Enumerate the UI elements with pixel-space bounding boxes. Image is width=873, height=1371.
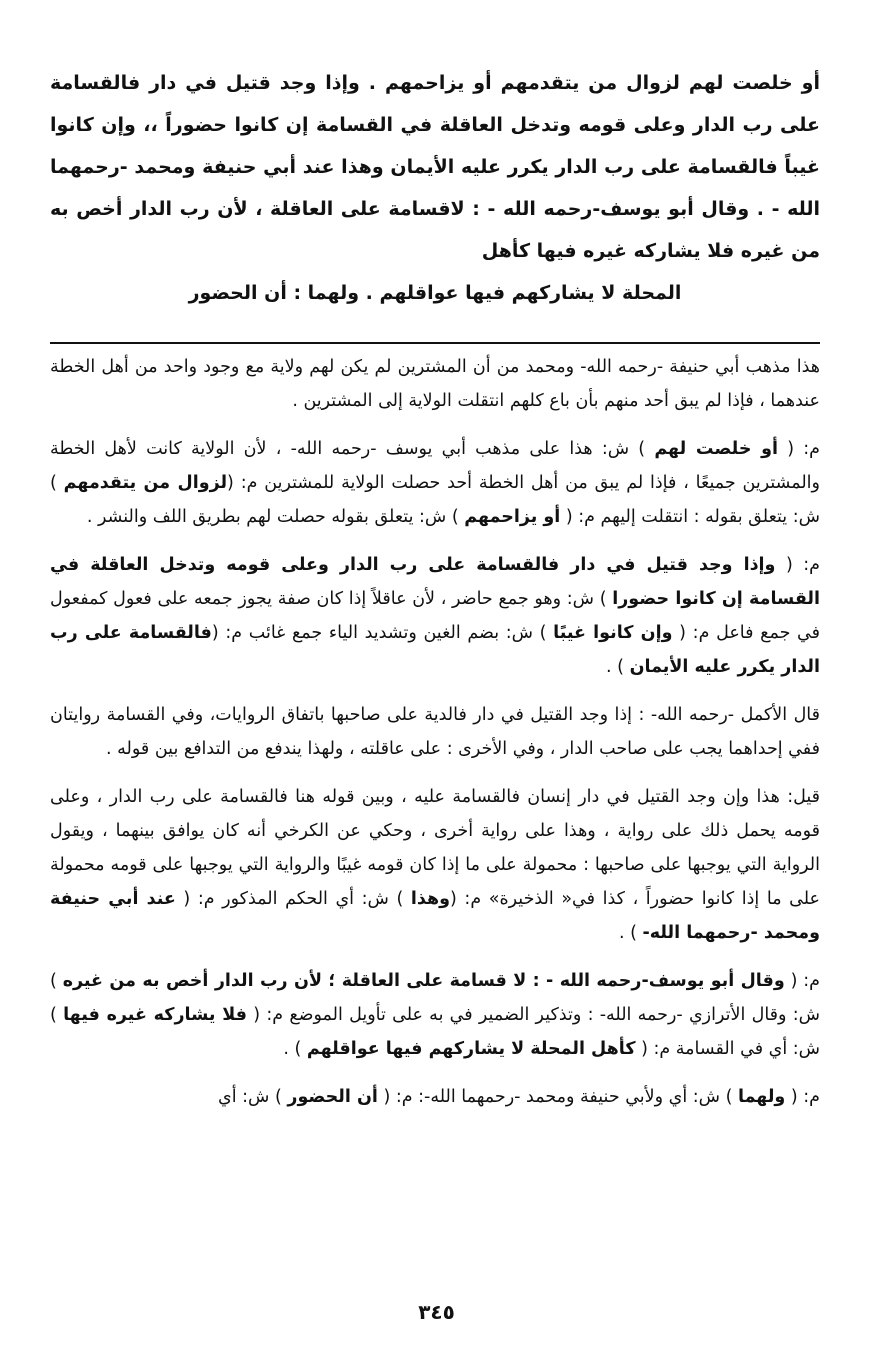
quoted-main-text: أو يزاحمهم xyxy=(464,507,561,527)
separator-line xyxy=(50,342,820,344)
quoted-main-text: أن الحضور xyxy=(287,1087,378,1107)
commentary-text: ) ش: وقال الأترازي -رحمه الله- : وتذكير الضمير في به على تأويل الموضع م: ( xyxy=(50,971,820,1025)
commentary-text: م: ( xyxy=(775,555,820,575)
commentary-text: ) ش: يتعلق بقوله حصلت لهم بطريق اللف والنشر . xyxy=(86,507,465,527)
commentary-text: هذا مذهب أبي حنيفة -رحمه الله- ومحمد من أن المشترين لم يكن لهم ولاية مع وجود واحد من أهل الخطة عندهما ، فإذا لم يبق أحد منهم بأن باع كلهم انتقلت الولاية إلى المشترين . xyxy=(50,357,820,411)
commentary-text: ) . xyxy=(283,1039,307,1059)
quoted-main-text: لزوال من يتقدمهم xyxy=(63,473,228,493)
commentary-text: م: ( xyxy=(784,971,820,991)
commentary-text: ) . xyxy=(606,657,630,677)
commentary-text: ) . xyxy=(619,923,643,943)
commentary-text: م: ( xyxy=(778,439,821,459)
commentary-text: ) ش: بضم الغين وتشديد الياء جمع غائب م: ( xyxy=(211,623,554,643)
main-text-body: أو خلصت لهم لزوال من يتقدمهم أو يزاحمهم . وإذا وجد قتيل في دار فالقسامة على رب الدار وعلى قومه وتدخل العاقلة في القسامة إن كانوا حضوراً ،، وإن كانوا غيباً فالقسامة على رب الدار يكرر عليه الأيمان وهذا عند أبي حنيفة ومحمد -رحمهما الله - . وقال أبو يوسف-رحمه الله - : لاقسامة على العاقلة ، لأن رب الدار أخص به من غيره فلا يشاركه غيره فيها كأهل xyxy=(50,72,820,262)
quoted-main-text: فلا يشاركه غيره فيها xyxy=(63,1005,248,1025)
quoted-main-text: كأهل المحلة لا يشاركهم فيها عواقلهم xyxy=(306,1039,636,1059)
commentary-text: ) ش: أي الحكم المذكور م: ( xyxy=(175,889,411,909)
commentary-paragraph xyxy=(50,964,820,1066)
commentary-text: قال الأكمل -رحمه الله- : إذا وجد القتيل في دار فالدية على صاحبها باتفاق الروايات، وفي القسامة روايتان ففي إحداهما يجب على صاحب الدار ، وفي الأخرى : على عاقلته ، ولهذا يندفع من التدافع بين قوله . xyxy=(50,705,820,759)
book-page xyxy=(50,62,820,1128)
quoted-main-text: فالقسامة على رب الدار يكرر عليه الأيمان xyxy=(50,623,820,677)
commentary-text: قيل: هذا وإن وجد القتيل في دار إنسان فالقسامة عليه ، وبين قوله هنا فالقسامة على رب الدار ، وعلى قومه يحمل ذلك على رواية ، وهذا على رواية أخرى ، وحكي عن الكرخي أنه كان يوافق بينهما ، ويقول الرواية التي يوجبها على صاحبها : محمولة على ما إذا كان قومه غيبًا والرواية التي يوجبها على قومه محمولة على ما إذا كانوا حضوراً ، كذا في« الذخيرة» م: ( xyxy=(50,787,820,909)
quoted-main-text: وإذا وجد قتيل في دار فالقسامة على رب الدار وعلى قومه وتدخل العاقلة في القسامة إن كانوا حضورا xyxy=(50,555,820,609)
commentary-text: ) ش: أي في القسامة م: ( xyxy=(50,1005,820,1059)
quoted-main-text: وهذا xyxy=(410,889,451,909)
commentary xyxy=(50,350,820,1114)
quoted-main-text: عند أبي حنيفة ومحمد -رحمهما الله- xyxy=(50,889,820,943)
page-number: ٣٤٥ xyxy=(418,1300,455,1324)
commentary-paragraph xyxy=(50,698,820,766)
commentary-text: ) ش: أي xyxy=(218,1087,288,1107)
quoted-main-text: ولهما xyxy=(738,1087,786,1107)
commentary-text: ) ش: أي ولأبي حنيفة ومحمد -رحمهما الله-: م: ( xyxy=(377,1087,738,1107)
quoted-main-text: وإن كانوا غيبًا xyxy=(553,623,673,643)
commentary-paragraph xyxy=(50,350,820,418)
commentary-paragraph xyxy=(50,432,820,534)
commentary-paragraph xyxy=(50,780,820,950)
commentary-text: ) ش: هذا على مذهب أبي يوسف -رحمه الله- ، لأن الولاية كانت لأهل الخطة والمشترين جميعًا ، فإذا لم يبق من أهل الخطة أحد حصلت الولاية للمشترين م: ( xyxy=(50,439,820,493)
commentary-text: م: ( xyxy=(785,1087,820,1107)
quoted-main-text: أو خلصت لهم xyxy=(654,439,779,459)
commentary-text: ) ش: وهو جمع حاضر ، لأن عاقلاً إذا كان صفة يجوز جمعه على فعول كمفعول في جمع فاعل م: ( xyxy=(50,589,821,643)
commentary-paragraph xyxy=(50,1080,820,1114)
main-text-last-line: المحلة لا يشاركهم فيها عواقلهم . ولهما : أن الحضور xyxy=(188,282,682,304)
main-text xyxy=(50,62,820,314)
quoted-main-text: وقال أبو يوسف-رحمه الله - : لا قسامة على العاقلة ؛ لأن رب الدار أخص به من غيره xyxy=(62,971,785,991)
commentary-paragraph xyxy=(50,548,820,684)
commentary-text: ) ش: يتعلق بقوله : انتقلت إليهم م: ( xyxy=(50,473,820,527)
